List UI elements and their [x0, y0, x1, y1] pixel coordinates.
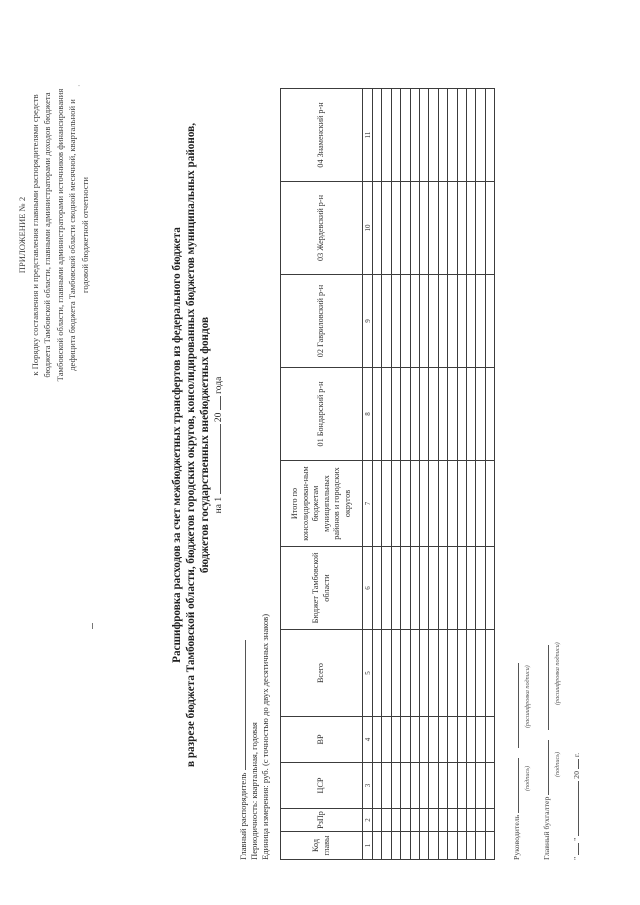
header-cell: ЦСР	[281, 763, 363, 809]
table-row	[401, 89, 410, 860]
date-year-blank	[578, 759, 579, 769]
meta-distributor: Главный распорядитель	[238, 772, 248, 860]
column-number: 4	[363, 717, 373, 763]
column-number: 7	[363, 461, 373, 547]
header-cell: Код главы	[281, 832, 363, 860]
table-row	[457, 89, 466, 860]
meta-unit: Единица измерения: руб. (с точностью до двух десятичных знаков)	[260, 613, 270, 860]
header-cell: ВР	[281, 717, 363, 763]
head-decode-caption: (расшифровка подписи)	[524, 665, 531, 728]
title-line: бюджетов государственных внебюджетных фондов	[199, 316, 211, 574]
date-suffix: года	[214, 376, 224, 394]
signature-head-row	[512, 663, 522, 860]
appendix-line: дефицита бюджета Тамбовской области сводной месячной, квартальной и	[67, 99, 78, 371]
date-month-blank	[578, 781, 579, 836]
report-meta	[238, 614, 271, 860]
title-line: в разрезе бюджета Тамбовской области, бюджетов городских округов, консолидированных бюджетов муниципальных районов,	[185, 123, 197, 767]
accountant-sign-caption: (подпись)	[554, 751, 561, 777]
header-cell: 03 Жердевский р-н	[281, 182, 363, 275]
distributor-blank	[245, 640, 246, 770]
table-row	[373, 89, 382, 860]
accountant-sign-blank	[548, 740, 549, 795]
table-row	[382, 89, 391, 860]
table-row	[448, 89, 457, 860]
appendix-line: Тамбовской области, главными администраторами источников финансирования	[54, 88, 65, 382]
head-label: Руководитель	[512, 814, 521, 860]
head-decode-blank	[518, 663, 519, 748]
date-year-suffix: г.	[572, 752, 581, 758]
signature-date-row	[572, 753, 582, 860]
table-row	[429, 89, 438, 860]
meta-periodicity: Периодичность: квартальная, годовая	[249, 722, 259, 860]
accountant-decode-caption: (расшифровка подписи)	[554, 642, 561, 705]
head-sign-caption: (подпись)	[524, 765, 531, 791]
table-row	[476, 89, 485, 860]
date-year-prefix: 20	[572, 771, 581, 779]
column-number: 3	[363, 763, 373, 809]
transfers-table	[280, 88, 495, 860]
header-cell: 02 Гавриловский р-н	[281, 275, 363, 368]
date-quote-close: "	[572, 837, 581, 841]
table-row	[410, 89, 419, 860]
column-number: 6	[363, 547, 373, 630]
accountant-label: Главный бухгалтер	[542, 796, 551, 860]
date-year-blank	[220, 396, 221, 410]
table-row	[438, 89, 447, 860]
column-number: 10	[363, 182, 373, 275]
accountant-decode-blank	[548, 645, 549, 730]
column-number: 1	[363, 832, 373, 860]
signature-accountant-row	[542, 645, 552, 860]
appendix-line: годовой бюджетной отчетности	[79, 177, 90, 293]
title-line: Расшифровка расходов за счет межбюджетных трансфертов из федерального бюджета	[171, 227, 183, 663]
header-cell: 01 Бондарский р-н	[281, 368, 363, 461]
table-row	[419, 89, 428, 860]
header-cell: РзПр	[281, 809, 363, 832]
table-row	[391, 89, 400, 860]
date-quote-open: "	[572, 856, 581, 860]
column-number: 9	[363, 275, 373, 368]
date-day-blank	[578, 843, 579, 855]
table-row	[466, 89, 475, 860]
header-cell: Итого по консолидирован-ным бюджетам муниципальных районов и городских округов	[281, 461, 363, 547]
appendix-line: бюджета Тамбовской области, главными администраторами доходов бюджета	[42, 92, 53, 378]
scan-mark-dot: ·	[75, 84, 84, 87]
column-number: 11	[363, 89, 373, 182]
table-row	[485, 89, 494, 860]
header-cell: 04 Знаменский р-н	[281, 89, 363, 182]
table-header-row	[281, 89, 363, 860]
appendix-line: к Порядку составления и представления главными распорядителями средств	[29, 94, 40, 376]
meta-distributor-row	[238, 614, 249, 860]
scan-mark	[92, 623, 93, 629]
document-title	[170, 65, 226, 825]
date-prefix: на 1	[214, 496, 224, 514]
title-date-line	[212, 65, 226, 825]
column-number: 2	[363, 809, 373, 832]
column-number: 5	[363, 630, 373, 717]
date-year-prefix: 20	[214, 412, 224, 423]
header-cell: Всего	[281, 630, 363, 717]
table-number-row	[363, 89, 373, 860]
appendix-heading: ПРИЛОЖЕНИЕ № 2	[17, 196, 27, 274]
appendix-block	[16, 70, 92, 400]
date-day-blank	[220, 425, 221, 495]
column-number: 8	[363, 368, 373, 461]
head-sign-blank	[518, 758, 519, 813]
header-cell: Бюджет Тамбовской области	[281, 547, 363, 630]
